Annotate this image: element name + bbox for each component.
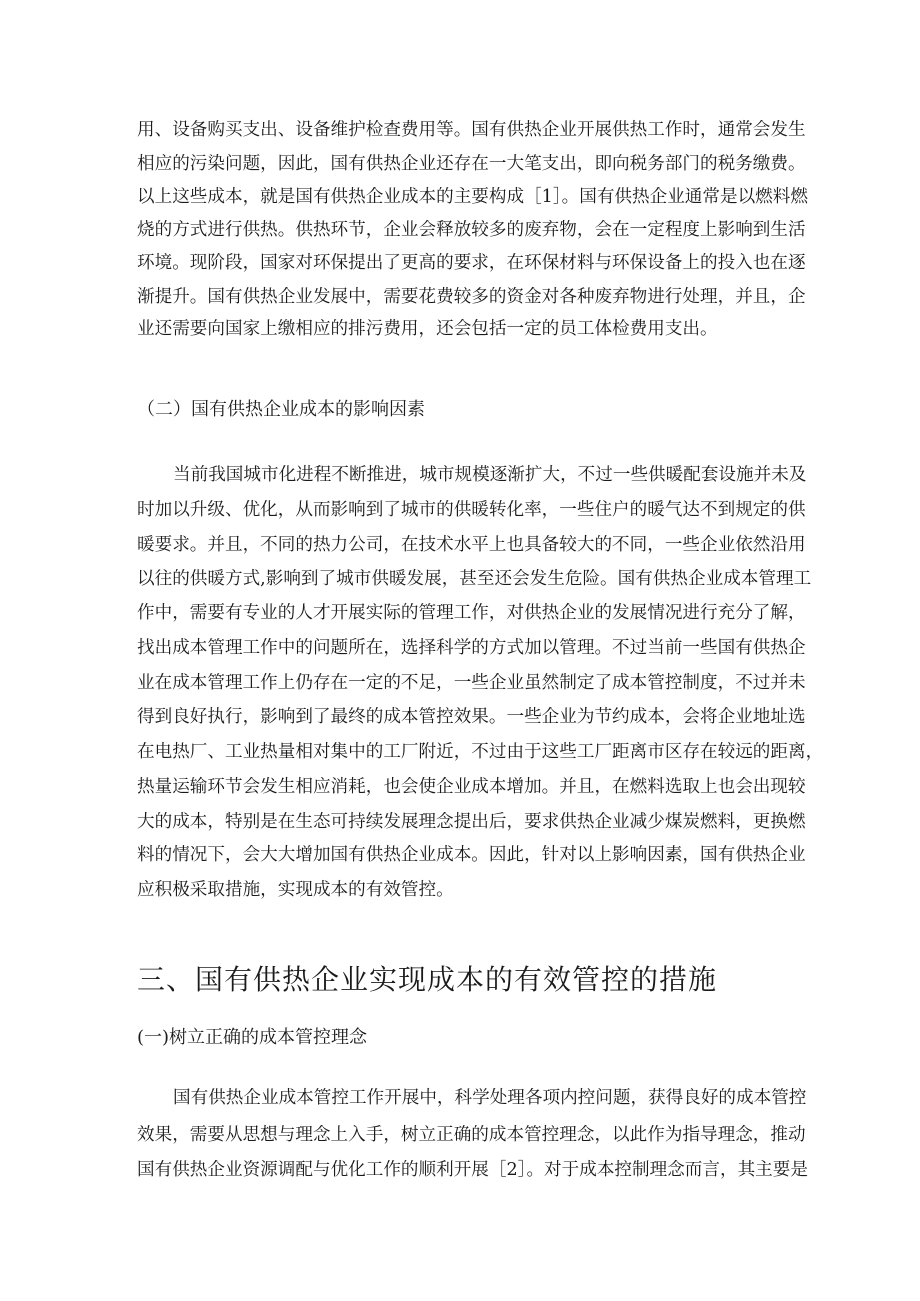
text-line: 大的成本，特别是在生态可持续发展理念提出后，要求供热企业减少煤炭燃料，更换燃 xyxy=(137,812,806,832)
text-line: 烧的方式进行供热。供热环节，企业会释放较多的废弃物，会在一定程度上影响到生活 xyxy=(137,220,806,240)
text-line: 时加以升级、优化，从而影响到了城市的供暖转化率，一些住户的暖气达不到规定的供 xyxy=(137,500,806,520)
text-line: 以往的供暖方式,影响到了城市供暖发展，甚至还会发生危险。国有供热企业成本管理工 xyxy=(137,569,812,589)
text-line: 相应的污染问题，因此，国有供热企业还存在一大笔支出，即向税务部门的税务缴费。 xyxy=(137,154,806,174)
text-line: 渐提升。国有供热企业发展中，需要花费较多的资金对各种废弃物进行处理，并且，企 xyxy=(137,287,806,307)
text-line: 暖要求。并且，不同的热力公司，在技术水平上也具备较大的不同，一些企业依然沿用 xyxy=(137,535,806,555)
text-line: 得到良好执行，影响到了最终的成本管控效果。一些企业为节约成本，会将企业地址选 xyxy=(137,707,806,727)
chapter-heading-cost-control-measures: 三、国有供热企业实现成本的有效管控的措施 xyxy=(137,963,718,996)
text-line: 国有供热企业成本管控工作开展中，科学处理各项内控问题，获得良好的成本管控 xyxy=(173,1088,807,1108)
text-line: 热量运输环节会发生相应消耗，也会使企业成本增加。并且，在燃料选取上也会出现较 xyxy=(137,777,806,797)
text-line: 找出成本管理工作中的问题所在，选择科学的方式加以管理。不过当前一些国有供热企 xyxy=(137,638,806,658)
text-line: 应积极采取措施，实现成本的有效管控。 xyxy=(137,880,454,900)
text-line: 当前我国城市化进程不断推进，城市规模逐渐扩大，不过一些供暖配套设施并未及 xyxy=(173,465,807,485)
section-heading-influencing-factors: （二）国有供热企业成本的影响因素 xyxy=(137,399,425,420)
text-line: 国有供热企业资源调配与优化工作的顺利开展［2］。对于成本控制理念而言，其主要是 xyxy=(137,1160,808,1180)
text-line: 环境。现阶段，国家对环保提出了更高的要求，在环保材料与环保设备上的投入也在逐 xyxy=(137,253,806,273)
section-heading-cost-control-concept: (一)树立正确的成本管控理念 xyxy=(137,1027,368,1048)
text-line: 料的情况下，会大大增加国有供热企业成本。因此，针对以上影响因素，国有供热企业 xyxy=(137,845,806,865)
text-line: 用、设备购买支出、设备维护检查费用等。国有供热企业开展供热工作时，通常会发生 xyxy=(137,120,806,140)
text-line: 业还需要向国家上缴相应的排污费用，还会包括一定的员工体检费用支出。 xyxy=(137,319,718,339)
text-line: 效果，需要从思想与理念上入手，树立正确的成本管控理念，以此作为指导理念，推动 xyxy=(137,1125,806,1145)
text-line: 作中，需要有专业的人才开展实际的管理工作，对供热企业的发展情况进行充分了解， xyxy=(137,603,806,623)
text-line: 在电热厂、工业热量相对集中的工厂附近，不过由于这些工厂距离市区存在较远的距离， xyxy=(137,742,824,762)
text-line: 业在成本管理工作上仍存在一定的不足，一些企业虽然制定了成本管控制度，不过并未 xyxy=(137,673,806,693)
text-line: 以上这些成本，就是国有供热企业成本的主要构成［1］。国有供热企业通常是以燃料燃 xyxy=(137,187,808,207)
